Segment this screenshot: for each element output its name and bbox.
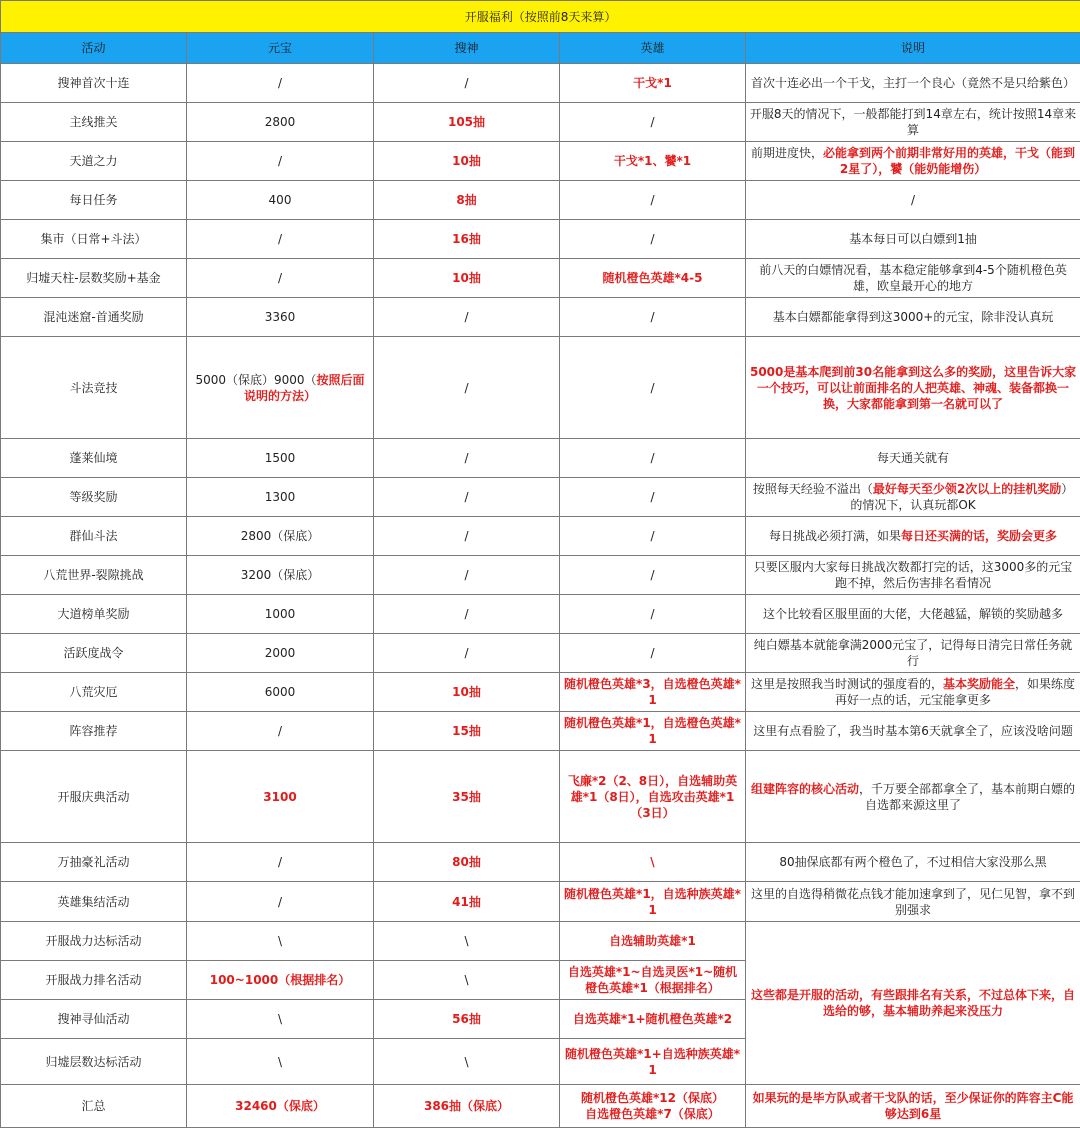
- cell-yuanbao: 6000: [187, 673, 374, 712]
- cell-yuanbao: 3360: [187, 298, 374, 337]
- cell-activity: 等级奖励: [1, 478, 187, 517]
- table-row: [1, 556, 1080, 595]
- cell-hero: 随机橙色英雄*3，自选橙色英雄*1: [560, 673, 746, 712]
- cell-description: [746, 439, 1080, 478]
- plain-text: 按照每天经验不溢出（: [753, 482, 873, 496]
- summary-activity: 汇总: [1, 1085, 187, 1128]
- plain-text: ，千万要全部都拿全了，基本前期白嫖的自选都来源这里了: [859, 782, 1075, 812]
- cell-description-merged: 这些都是开服的活动，有些跟排名有关系，不过总体下来，自选给的够，基本辅助养起来没压力: [746, 922, 1080, 1085]
- summary-hero: [560, 1085, 746, 1128]
- cell-description: [746, 259, 1080, 298]
- title-row: [1, 1, 1080, 33]
- plain-text: 这里有点看脸了，我当时基本第6天就拿全了，应该没啥问题: [753, 724, 1073, 738]
- table-row: [1, 439, 1080, 478]
- cell-yuanbao: 3200（保底）: [187, 556, 374, 595]
- cell-activity: 归墟层数达标活动: [1, 1039, 187, 1085]
- plain-text: 这里是按照我当时测试的强度看的，: [751, 677, 943, 691]
- plain-text: 前八天的白嫖情况看，基本稳定能够拿到4-5个随机橙色英雄，欧皇最开心的地方: [759, 263, 1067, 293]
- cell-yuanbao: /: [187, 882, 374, 922]
- cell-yuanbao: /: [187, 142, 374, 181]
- plain-text: 80抽保底都有两个橙色了，不过相信大家没那么黑: [779, 855, 1046, 869]
- cell-yuanbao: [187, 337, 374, 439]
- cell-activity: 每日任务: [1, 181, 187, 220]
- cell-hero: /: [560, 478, 746, 517]
- cell-yuanbao: \: [187, 1000, 374, 1039]
- cell-soushen: 80抽: [374, 843, 560, 882]
- table-row: [1, 220, 1080, 259]
- cell-activity: 归墟天柱-层数奖励+基金: [1, 259, 187, 298]
- plain-text: ）的情况下，认真玩都OK: [850, 482, 1073, 512]
- cell-soushen: 10抽: [374, 673, 560, 712]
- plain-text: 这里的自选得稍微花点钱才能加速拿到了，见仁见智，拿不到别强求: [751, 887, 1075, 917]
- summary-row: [1, 1085, 1080, 1128]
- cell-hero: \: [560, 843, 746, 882]
- cell-description: [746, 478, 1080, 517]
- plain-text: 基本白嫖都能拿得到这3000+的元宝，除非没认真玩: [773, 310, 1054, 324]
- cell-hero: /: [560, 517, 746, 556]
- cell-hero: /: [560, 298, 746, 337]
- cell-activity: 活跃度战令: [1, 634, 187, 673]
- cell-soushen: /: [374, 556, 560, 595]
- plain-text: 开服8天的情况下，一般都能打到14章左右，统计按照14章来算: [750, 107, 1076, 137]
- cell-yuanbao: /: [187, 259, 374, 298]
- cell-yuanbao: /: [187, 220, 374, 259]
- table-row: [1, 181, 1080, 220]
- highlight-text: 每日还买满的话，奖励会更多: [901, 529, 1057, 543]
- cell-soushen: /: [374, 478, 560, 517]
- cell-hero: /: [560, 220, 746, 259]
- summary-hero-line: 自选橙色英雄*7（保底）: [563, 1106, 742, 1122]
- cell-description: [746, 517, 1080, 556]
- plain-text: 前期进度快，: [751, 146, 823, 160]
- cell-hero: 随机橙色英雄*4-5: [560, 259, 746, 298]
- cell-activity: 大道榜单奖励: [1, 595, 187, 634]
- header-hero: 英雄: [560, 33, 746, 64]
- plain-text: 5000（保底）: [195, 373, 274, 387]
- cell-activity: 混沌迷窟-首通奖励: [1, 298, 187, 337]
- plain-text: 首次十连必出一个干戈，主打一个良心（竟然不是只给紫色）: [751, 76, 1075, 90]
- table-row: [1, 712, 1080, 751]
- cell-soushen: /: [374, 439, 560, 478]
- cell-soushen: 41抽: [374, 882, 560, 922]
- table-row: [1, 337, 1080, 439]
- cell-yuanbao: 1300: [187, 478, 374, 517]
- cell-description: [746, 64, 1080, 103]
- cell-activity: 开服战力排名活动: [1, 961, 187, 1000]
- header-activity: 活动: [1, 33, 187, 64]
- cell-soushen: 105抽: [374, 103, 560, 142]
- cell-soushen: \: [374, 961, 560, 1000]
- cell-description: [746, 556, 1080, 595]
- cell-hero: /: [560, 439, 746, 478]
- cell-activity: 搜神首次十连: [1, 64, 187, 103]
- table-row: [1, 673, 1080, 712]
- cell-yuanbao: /: [187, 712, 374, 751]
- cell-yuanbao: 100~1000（根据排名）: [187, 961, 374, 1000]
- table-title: 开服福利（按照前8天来算）: [1, 1, 1080, 33]
- yuanbao-line: [190, 372, 370, 404]
- cell-hero: 自选英雄*1+随机橙色英雄*2: [560, 1000, 746, 1039]
- table-row: [1, 922, 1080, 961]
- cell-soushen: /: [374, 595, 560, 634]
- cell-activity: 八荒灾厄: [1, 673, 187, 712]
- highlight-text: 组建阵容的核心活动: [751, 782, 859, 796]
- header-soushen: 搜神: [374, 33, 560, 64]
- cell-soushen: 8抽: [374, 181, 560, 220]
- cell-activity: 开服庆典活动: [1, 751, 187, 843]
- cell-hero: /: [560, 103, 746, 142]
- plain-text: 每日挑战必须打满，如果: [769, 529, 901, 543]
- cell-yuanbao: 2800（保底）: [187, 517, 374, 556]
- cell-hero: /: [560, 337, 746, 439]
- highlight-text: 5000是基本爬到前30名能拿到这么多的奖励，这里告诉大家一个技巧，可以让前面排名的人把英雄、神魂、装备都换一换，大家都能拿到第一名就可以了: [750, 365, 1076, 411]
- cell-description: [746, 634, 1080, 673]
- cell-description: [746, 673, 1080, 712]
- cell-yuanbao: 400: [187, 181, 374, 220]
- cell-soushen: 10抽: [374, 142, 560, 181]
- cell-activity: 开服战力达标活动: [1, 922, 187, 961]
- cell-hero: 随机橙色英雄*1+自选种族英雄*1: [560, 1039, 746, 1085]
- summary-soushen: 386抽（保底）: [374, 1085, 560, 1128]
- plain-text: 只要区服内大家每日挑战次数都打完的话，这3000多的元宝跑不掉，然后伤害排名看情况: [754, 560, 1073, 590]
- cell-yuanbao: 2000: [187, 634, 374, 673]
- cell-hero: /: [560, 181, 746, 220]
- highlight-text: 基本奖励能全: [943, 677, 1015, 691]
- cell-activity: 天道之力: [1, 142, 187, 181]
- cell-hero: 随机橙色英雄*1，自选橙色英雄*1: [560, 712, 746, 751]
- cell-soushen: /: [374, 517, 560, 556]
- plain-text: 纯白嫖基本就能拿满2000元宝了，记得每日清完日常任务就行: [754, 638, 1073, 668]
- cell-hero: 干戈*1: [560, 64, 746, 103]
- cell-description: [746, 181, 1080, 220]
- cell-description: [746, 843, 1080, 882]
- plain-text: 每天通关就有: [877, 451, 949, 465]
- cell-activity: 英雄集结活动: [1, 882, 187, 922]
- cell-activity: 主线推关: [1, 103, 187, 142]
- table-row: [1, 517, 1080, 556]
- highlight-text: 必能拿到两个前期非常好用的英雄，干戈（能到2星了），饕（能奶能增伤）: [823, 146, 1075, 176]
- cell-description: [746, 103, 1080, 142]
- cell-soushen: /: [374, 634, 560, 673]
- cell-yuanbao: \: [187, 922, 374, 961]
- cell-soushen: /: [374, 298, 560, 337]
- cell-activity: 群仙斗法: [1, 517, 187, 556]
- table-row: [1, 142, 1080, 181]
- cell-soushen: /: [374, 337, 560, 439]
- cell-activity: 八荒世界-裂隙挑战: [1, 556, 187, 595]
- plain-text: ，如果练度再好一点的话，元宝能拿更多: [835, 677, 1075, 707]
- cell-hero: 飞廉*2（2、8日），自选辅助英雄*1（8日），自选攻击英雄*1（3日）: [560, 751, 746, 843]
- cell-soushen: 15抽: [374, 712, 560, 751]
- table-row: [1, 103, 1080, 142]
- cell-yuanbao: 3100: [187, 751, 374, 843]
- cell-soushen: 35抽: [374, 751, 560, 843]
- cell-hero: 随机橙色英雄*1，自选种族英雄*1: [560, 882, 746, 922]
- cell-activity: 集市（日常+斗法）: [1, 220, 187, 259]
- table-row: [1, 478, 1080, 517]
- table-row: [1, 882, 1080, 922]
- cell-activity: 斗法竞技: [1, 337, 187, 439]
- cell-soushen: \: [374, 1039, 560, 1085]
- cell-soushen: 56抽: [374, 1000, 560, 1039]
- summary-yuanbao: 32460（保底）: [187, 1085, 374, 1128]
- cell-description: [746, 142, 1080, 181]
- plain-text: 基本每日可以白嫖到1抽: [849, 232, 977, 246]
- summary-hero-line: 随机橙色英雄*12（保底）: [563, 1090, 742, 1106]
- cell-description: [746, 220, 1080, 259]
- cell-description: [746, 712, 1080, 751]
- cell-yuanbao: \: [187, 1039, 374, 1085]
- header-yuanbao: 元宝: [187, 33, 374, 64]
- cell-description: [746, 337, 1080, 439]
- highlight-text: 最好每天至少领2次以上的挂机奖励: [873, 482, 1061, 496]
- cell-hero: /: [560, 556, 746, 595]
- table-row: [1, 259, 1080, 298]
- cell-activity: 阵容推荐: [1, 712, 187, 751]
- cell-yuanbao: 1500: [187, 439, 374, 478]
- cell-yuanbao: /: [187, 64, 374, 103]
- cell-hero: /: [560, 634, 746, 673]
- plain-text: 这个比较看区服里面的大佬，大佬越猛，解锁的奖励越多: [763, 607, 1063, 621]
- plain-text: 9000（: [274, 373, 317, 387]
- cell-activity: 万抽豪礼活动: [1, 843, 187, 882]
- header-description: 说明: [746, 33, 1080, 64]
- cell-hero: 自选英雄*1~自选灵医*1~随机橙色英雄*1（根据排名）: [560, 961, 746, 1000]
- cell-yuanbao: 2800: [187, 103, 374, 142]
- cell-description: [746, 298, 1080, 337]
- cell-soushen: /: [374, 64, 560, 103]
- table-row: [1, 64, 1080, 103]
- table-row: [1, 751, 1080, 843]
- cell-yuanbao: /: [187, 843, 374, 882]
- cell-soushen: 16抽: [374, 220, 560, 259]
- cell-description: [746, 595, 1080, 634]
- table-row: [1, 634, 1080, 673]
- table-row: [1, 843, 1080, 882]
- cell-hero: 干戈*1、饕*1: [560, 142, 746, 181]
- cell-hero: 自选辅助英雄*1: [560, 922, 746, 961]
- header-row: [1, 33, 1080, 64]
- cell-soushen: \: [374, 922, 560, 961]
- table-row: [1, 595, 1080, 634]
- cell-yuanbao: 1000: [187, 595, 374, 634]
- table-row: [1, 298, 1080, 337]
- cell-activity: 蓬莱仙境: [1, 439, 187, 478]
- cell-description: [746, 882, 1080, 922]
- cell-soushen: 10抽: [374, 259, 560, 298]
- summary-description: 如果玩的是毕方队或者干戈队的话，至少保证你的阵容主C能够达到6星: [746, 1085, 1080, 1128]
- cell-description: [746, 751, 1080, 843]
- cell-hero: /: [560, 595, 746, 634]
- plain-text: /: [911, 193, 915, 207]
- cell-activity: 搜神寻仙活动: [1, 1000, 187, 1039]
- highlight-text: 按照后面说明的方法）: [244, 373, 365, 403]
